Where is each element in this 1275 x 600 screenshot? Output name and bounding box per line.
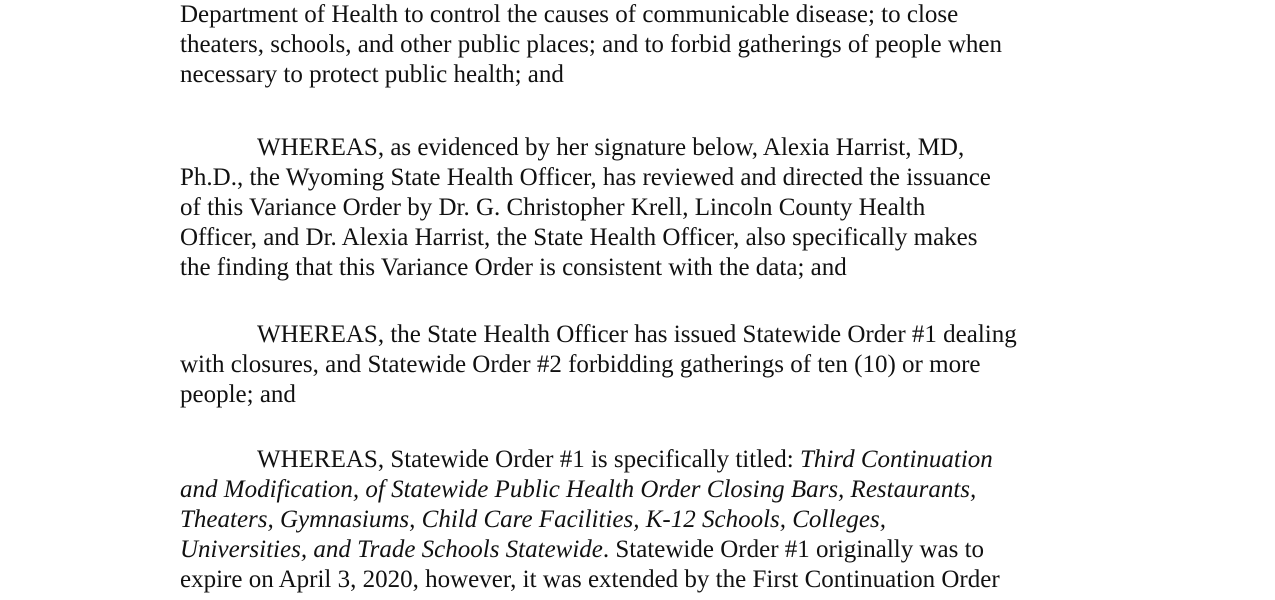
- paragraph-line: WHEREAS, as evidenced by her signature below, Alexia Harrist, MD,: [257, 134, 965, 161]
- paragraph-line: necessary to protect public health; and: [180, 61, 564, 88]
- order-title-text: Third Continuation: [799, 446, 993, 473]
- paragraph-line: people; and: [180, 381, 296, 408]
- order-title-text: Theaters, Gymnasiums, Child Care Facilities, K-12 Schools, Colleges,: [180, 506, 886, 533]
- paragraph-line: Officer, and Dr. Alexia Harrist, the State Health Officer, also specifically makes: [180, 224, 978, 251]
- roman-text: WHEREAS, Statewide Order #1 is specifically titled:: [257, 446, 800, 473]
- order-title-text: and Modification, of Statewide Public Health Order Closing Bars, Restaurants,: [180, 476, 977, 503]
- paragraph-line: the finding that this Variance Order is consistent with the data; and: [180, 254, 847, 281]
- paragraph-whereas-title: [180, 445, 1080, 595]
- order-title-text: Universities, and Trade Schools Statewide: [180, 536, 603, 563]
- paragraph-line: [180, 445, 1080, 475]
- paragraph-line: theaters, schools, and other public places; and to forbid gatherings of people when: [180, 31, 1002, 58]
- paragraph-line: Ph.D., the Wyoming State Health Officer, has reviewed and directed the issuance: [180, 164, 991, 191]
- paragraph-line: Department of Health to control the causes of communicable disease; to close: [180, 1, 959, 28]
- roman-text: . Statewide Order #1 originally was to: [602, 536, 985, 563]
- paragraph-whereas-orders: [180, 320, 1080, 410]
- paragraph-whereas-signature: [180, 133, 1080, 283]
- paragraph-line: with closures, and Statewide Order #2 forbidding gatherings of ten (10) or more: [180, 351, 981, 378]
- paragraph-line: WHEREAS, the State Health Officer has issued Statewide Order #1 dealing: [257, 321, 1017, 348]
- paragraph-authority: [180, 0, 1080, 90]
- paragraph-line: [180, 535, 1080, 565]
- paragraph-line: of this Variance Order by Dr. G. Christopher Krell, Lincoln County Health: [180, 194, 926, 221]
- paragraph-line: expire on April 3, 2020, however, it was extended by the First Continuation Order: [180, 566, 1000, 593]
